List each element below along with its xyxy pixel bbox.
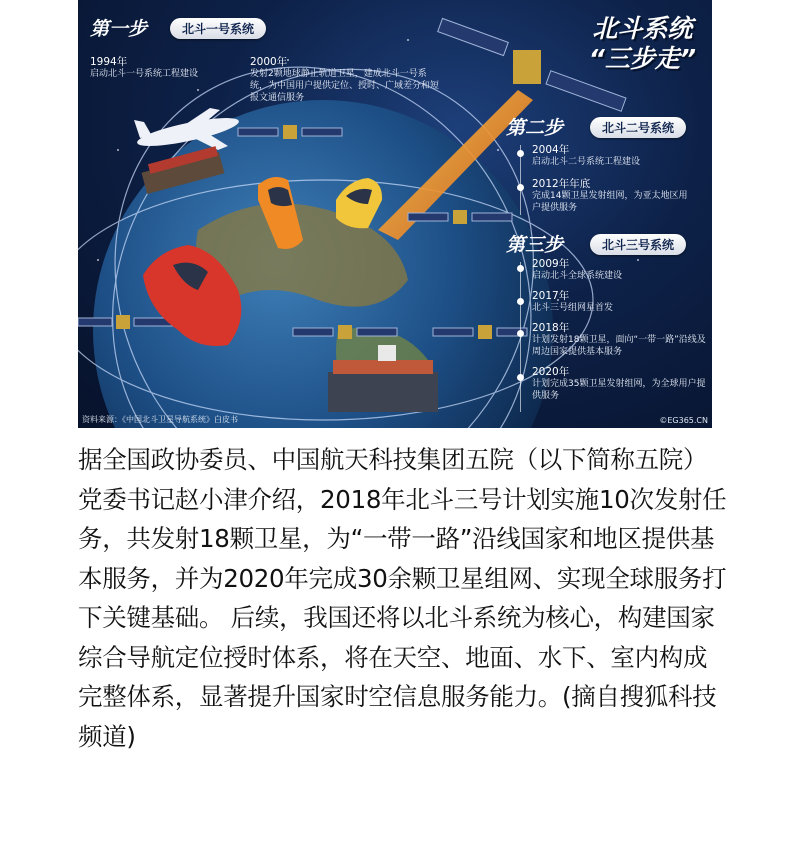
image-credit: ©EG365.CN: [659, 416, 708, 425]
event-text: 启动北斗二号系统工程建设: [532, 157, 641, 167]
event-year: 2020年: [532, 366, 570, 378]
title-line-1: 北斗系统: [592, 14, 693, 43]
source-note: 资料来源：《中国北斗卫星导航系统》白皮书: [82, 415, 238, 424]
step3-event-2: [532, 290, 702, 314]
event-text: 北斗三号组网星首发: [532, 303, 614, 313]
event-year: 2004年: [532, 144, 570, 156]
event-text: 发射2颗地球静止轨道卫星，建成北斗一号系统，为中国用户提供定位、授时、广域差分和短报文通信服务: [250, 69, 440, 103]
step3-label: 第三步: [506, 234, 564, 256]
timeline-line: [520, 262, 521, 412]
event-year: 2018年: [532, 322, 570, 334]
step3-event-4: [532, 366, 707, 402]
step1-label: 第一步: [90, 18, 148, 40]
step2-system-pill: 北斗二号系统: [590, 117, 686, 138]
event-text: 启动北斗全球系统建设: [532, 271, 623, 281]
article-paragraph: 据全国政协委员、中国航天科技集团五院（以下简称五院）党委书记赵小津介绍，2018年北斗三号计划实施10次发射任务，共发射18颗卫星，为“一带一路”沿线国家和地区提供基本服务，并为2020年完成30余颗卫星组网、实现全球服务打下关键基础。 后续，我国还将以北斗系统为核心，构建国家综合导航定位授时体系，将在天空、地面、水下、室内构成完整体系，显著提升国家时空信息服务能力。(摘自搜狐科技频道): [78, 445, 727, 751]
timeline-dot: [517, 374, 524, 381]
event-year: 2012年年底: [532, 178, 591, 190]
event-year: 2000年: [250, 56, 288, 68]
step3-event-1: [532, 258, 702, 282]
title-line-2: “三步走”: [588, 44, 696, 73]
timeline-dot: [517, 184, 524, 191]
event-year: 1994年: [90, 56, 128, 68]
event-text: 启动北斗一号系统工程建设: [90, 69, 199, 79]
step1-system-pill: 北斗一号系统: [170, 18, 266, 39]
beidou-infographic: [78, 0, 712, 428]
event-year: 2009年: [532, 258, 570, 270]
timeline-dot: [517, 150, 524, 157]
step3-event-3: [532, 322, 707, 358]
step2-event-2: [532, 178, 692, 214]
event-text: 完成14颗卫星发射组网，为亚太地区用户提供服务: [532, 191, 688, 213]
step2-event-1: [532, 144, 702, 168]
step1-event-2: [250, 56, 440, 104]
infographic-title: [589, 14, 696, 74]
timeline-dot: [517, 298, 524, 305]
timeline-dot: [517, 265, 524, 272]
step1-event-1: [90, 56, 230, 80]
event-text: 计划发射18颗卫星，面向“一带一路”沿线及周边国家提供基本服务: [532, 335, 706, 357]
event-year: 2017年: [532, 290, 570, 302]
timeline-dot: [517, 330, 524, 337]
step3-system-pill: 北斗三号系统: [590, 234, 686, 255]
step2-label: 第二步: [506, 117, 564, 139]
event-text: 计划完成35颗卫星发射组网，为全球用户提供服务: [532, 379, 706, 401]
